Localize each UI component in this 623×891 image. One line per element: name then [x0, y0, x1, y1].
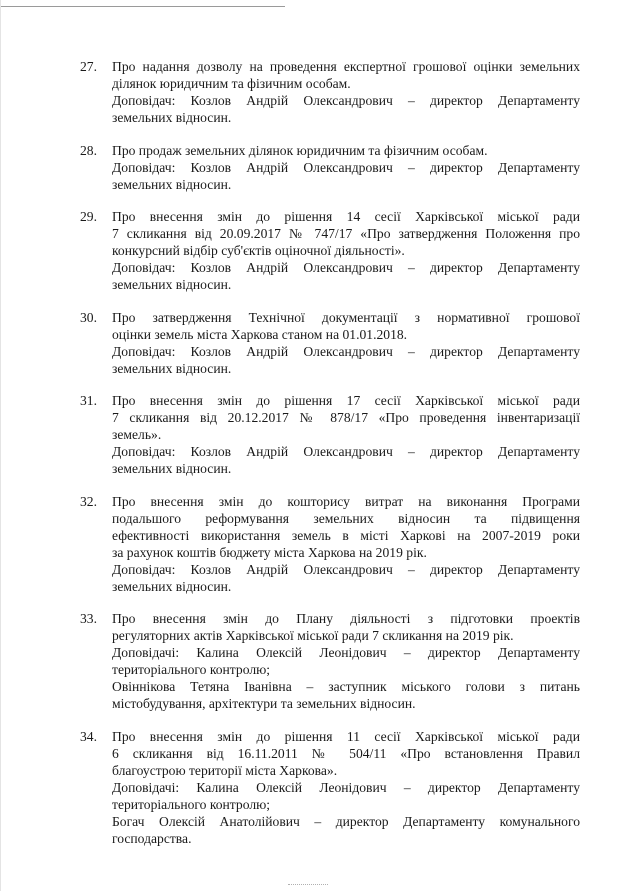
agenda-item-line: Про продаж земельних ділянок юридичним та фізичним особам. [112, 142, 488, 158]
agenda-item-line: Доповідач: Козлов Андрій Олександрович – директор Департаменту [112, 561, 580, 577]
agenda-item-number: 32. [80, 493, 97, 509]
agenda-item-line: господарства. [112, 830, 192, 846]
agenda-item [80, 493, 580, 595]
agenda-item [80, 208, 580, 293]
agenda-item-line: ділянок юридичним та фізичним особам. [112, 76, 351, 91]
agenda-item-line: за рахунок коштів бюджету міста Харкова на 2019 рік. [112, 544, 427, 560]
agenda-item-line: оцінки земель міста Харкова станом на 01.01.2018. [112, 326, 408, 342]
agenda-item-number: 34. [80, 728, 97, 744]
agenda-item-line: земельних відносин. [112, 176, 232, 192]
agenda-item-number: 29. [80, 209, 97, 224]
agenda-item-body [112, 309, 580, 377]
agenda-item-body [112, 58, 580, 126]
agenda-item-line: конкурсний відбір суб'єктів оціночної діяльності». [112, 243, 405, 258]
agenda-item-line: Про внесення змін до кошторису витрат на виконання Програми [112, 493, 580, 509]
agenda-item-line: земельних відносин. [112, 578, 232, 594]
agenda-item-line: Овіннікова Тетяна Іванівна – заступник міського голови з питань [112, 679, 580, 694]
agenda-item-line: Доповідачі: Калина Олексій Леонідович – директор Департаменту [112, 645, 580, 660]
agenda-item-line: містобудування, архітектури та земельних відносин. [112, 696, 416, 711]
agenda-item-line: 7 скликання від 20.09.2017 № 747/17 «Про затвердження Положення про [112, 226, 580, 241]
agenda-item-line: Доповідач: Козлов Андрій Олександрович – директор Департаменту [112, 444, 580, 459]
agenda-item-number: 33. [80, 611, 97, 626]
page-edge-shadow [0, 0, 1, 891]
agenda-item-line: Про внесення змін до рішення 11 сесії Харківської міської ради [112, 728, 580, 744]
agenda-item-line: Доповідач: Козлов Андрій Олександрович – директор Департаменту [112, 159, 580, 175]
agenda-item [80, 142, 580, 193]
agenda-item-line: Про внесення змін до рішення 17 сесії Харківської міської ради [112, 393, 580, 408]
agenda-item-number: 27. [80, 59, 97, 74]
agenda-item-body [112, 493, 580, 595]
agenda-item-line: земельних відносин. [112, 461, 232, 476]
agenda-item-body [112, 142, 580, 193]
agenda-item [80, 392, 580, 477]
agenda-item-line: Про внесення змін до Плану діяльності з підготовки проектів [112, 611, 580, 626]
agenda-item-line: подальшого реформування земельних відносин та підвищення [112, 510, 580, 526]
agenda-item [80, 728, 580, 847]
agenda-item-line: Доповідачі: Калина Олексій Леонідович – директор Департаменту [112, 779, 580, 795]
agenda-item-line: Доповідач: Козлов Андрій Олександрович – директор Департаменту [112, 93, 580, 108]
agenda-item-number: 28. [80, 142, 97, 158]
agenda-item-body [112, 208, 580, 293]
agenda-item-line: земельних відносин. [112, 360, 232, 376]
agenda-item-line: Про надання дозволу на проведення експертної грошової оцінки земельних [112, 59, 580, 74]
header-rule [0, 6, 285, 7]
agenda-item-line: земельних відносин. [112, 277, 232, 292]
agenda-item-line: Доповідач: Козлов Андрій Олександрович – директор Департаменту [112, 343, 580, 359]
agenda-item-body [112, 610, 580, 712]
agenda-item [80, 58, 580, 126]
page-bottom-mark [288, 884, 328, 885]
agenda-item-body [112, 728, 580, 847]
agenda-item-line: територіального контролю; [112, 796, 271, 812]
agenda-item [80, 309, 580, 377]
agenda-item-line: ефективності використання земель в місті Харкові на 2007-2019 роки [112, 527, 580, 543]
agenda-item-line: 6 скликання від 16.11.2011 № 504/11 «Про встановлення Правил [112, 745, 580, 761]
agenda-item-line: 7 скликання від 20.12.2017 № 878/17 «Про проведення інвентаризації [112, 410, 580, 425]
agenda-item-line: благоустрою території міста Харкова». [112, 762, 338, 778]
agenda-item [80, 610, 580, 712]
agenda-item-number: 30. [80, 309, 97, 325]
agenda-item-line: територіального контролю; [112, 662, 271, 677]
agenda-item-line: регуляторних актів Харківської міської ради 7 скликання на 2019 рік. [112, 628, 514, 643]
agenda-list [80, 58, 580, 862]
agenda-item-number: 31. [80, 393, 97, 408]
agenda-item-line: Богач Олексій Анатолійович – директор Департаменту комунального [112, 813, 580, 829]
agenda-item-line: земельних відносин. [112, 110, 232, 125]
agenda-item-line: Про внесення змін до рішення 14 сесії Харківської міської ради [112, 209, 580, 224]
agenda-item-line: Про затвердження Технічної документації з нормативної грошової [112, 309, 580, 325]
agenda-item-line: земель». [112, 427, 162, 442]
agenda-item-body [112, 392, 580, 477]
agenda-item-line: Доповідач: Козлов Андрій Олександрович – директор Департаменту [112, 260, 580, 275]
